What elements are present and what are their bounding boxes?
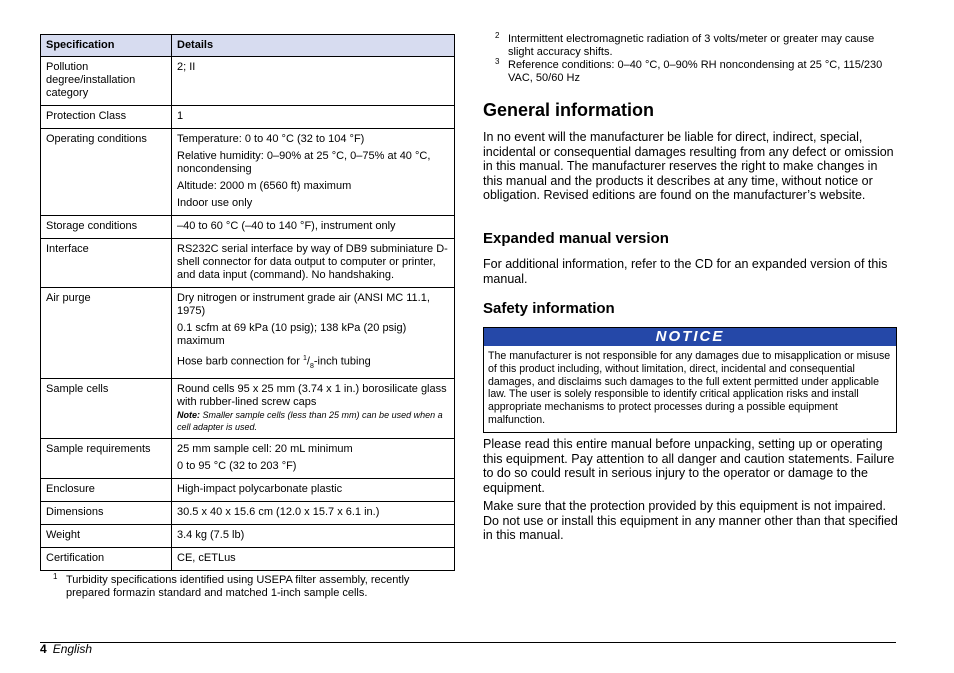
fraction-denominator: 8 (309, 362, 314, 370)
details-cell (172, 239, 455, 288)
notice-title: NOTICE (484, 328, 896, 346)
footer-language: English (52, 642, 93, 656)
details-cell (172, 524, 455, 547)
column-header-specification: Specification (41, 35, 172, 57)
note-text: Smaller sample cells (less than 25 mm) can be used when a cell adapter is used. (177, 409, 443, 432)
spec-cell: Sample requirements (41, 438, 172, 478)
hose-text-pre: Hose barb connection for (177, 355, 303, 368)
details-cell (172, 57, 455, 106)
general-information-heading: General information (483, 100, 655, 120)
detail-line: High-impact polycarbonate plastic (177, 482, 343, 495)
details-cell (172, 478, 455, 501)
footer-divider (40, 642, 896, 643)
spec-cell: Dimensions (41, 501, 172, 524)
details-cell (172, 216, 455, 239)
column-header-details: Details (172, 35, 455, 57)
detail-line: Temperature: 0 to 40 °C (32 to 104 °F) (177, 133, 365, 145)
safety-paragraph-1: Please read this entire manual before unpacking, setting up or operating this equipment. Pay attention to all danger and caution statements. Failure to do so could result in serious injury to the operator or damage to the equipment. (483, 437, 895, 495)
notice-box (483, 327, 897, 433)
hose-text-post: -inch tubing (313, 355, 371, 368)
detail-line: 1 (177, 110, 184, 122)
spec-cell: Pollution degree/installation category (41, 57, 172, 106)
detail-line: 2; II (177, 61, 196, 73)
footnote-text: Reference conditions: 0–40 °C, 0–90% RH noncondensing at 25 °C, 115/230 VAC, 50/60 Hz (508, 59, 883, 84)
details-cell (172, 129, 455, 216)
table-row (41, 478, 455, 501)
details-cell (172, 106, 455, 129)
spec-cell: Certification (41, 547, 172, 570)
spec-cell: Weight (41, 524, 172, 547)
detail-line: –40 to 60 °C (–40 to 140 °F), instrument only (177, 220, 396, 232)
detail-line: 0 to 95 °C (32 to 203 °F) (177, 459, 297, 472)
detail-line: 30.5 x 40 x 15.6 cm (12.0 x 15.7 x 6.1 in.) (177, 505, 380, 518)
table-row (41, 288, 455, 379)
notice-text: The manufacturer is not responsible for any damages due to misapplication or misuse of this product including, without limitation, direct, incidental and consequential damages, and disclaims such damages to the full extent permitted under applicable law. The user is solely responsible to identify critical application risks and install appropriate mechanisms to protect processes during a possible equipment malfunction. (488, 350, 891, 426)
note-label: Note: (177, 409, 200, 420)
general-information-text: In no event will the manufacturer be liable for direct, indirect, special, incidental or consequential damages resulting from any defect or omission in this manual. The manufacturer reserves the right to make changes in this manual and the products it describes at any time, without notice or obligation. Revised editions are found on the manufacturer’s website. (483, 130, 894, 203)
table-row (41, 524, 455, 547)
details-cell (172, 378, 455, 438)
safety-information-heading: Safety information (483, 300, 615, 317)
details-cell (172, 501, 455, 524)
spec-cell: Air purge (41, 288, 172, 379)
footnote-text: Intermittent electromagnetic radiation of 3 volts/meter or greater may cause slight accuracy shifts. (508, 33, 875, 58)
safety-paragraph-2: Make sure that the protection provided by this equipment is not impaired. Do not use or install this equipment in any manner other than that specified in this manual. (483, 499, 898, 543)
page-number: 4 (40, 642, 47, 656)
detail-line: CE, cETLus (177, 551, 236, 564)
fraction-numerator: 1 (302, 355, 307, 362)
specifications-table (40, 34, 455, 571)
details-cell (172, 438, 455, 478)
detail-line: Relative humidity: 0–90% at 25 °C, 0–75% at 40 °C, noncondensing (177, 150, 431, 175)
detail-line: Dry nitrogen or instrument grade air (ANSI MC 11.1, 1975) (177, 292, 430, 317)
detail-line: Indoor use only (177, 197, 253, 209)
detail-line: 0.1 scfm at 69 kPa (10 psig); 138 kPa (20 psig) maximum (177, 322, 407, 347)
expanded-manual-heading: Expanded manual version (483, 230, 669, 247)
page-footer (40, 642, 92, 657)
table-row (41, 129, 455, 216)
table-row (41, 378, 455, 438)
detail-line: RS232C serial interface by way of DB9 subminiature D-shell connector for data output to computer or printer, and data input (command). No handshaking. (177, 243, 448, 281)
sample-cells-note (177, 409, 449, 433)
table-row (41, 501, 455, 524)
detail-line: Round cells 95 x 25 mm (3.74 x 1 in.) borosilicate glass with rubber-lined screw caps (177, 382, 447, 408)
table-row (41, 106, 455, 129)
footnote-mark: 3 (495, 57, 500, 66)
table-row (41, 216, 455, 239)
table-row (41, 239, 455, 288)
spec-cell: Enclosure (41, 478, 172, 501)
expanded-manual-text: For additional information, refer to the CD for an expanded version of this manual. (483, 257, 888, 286)
details-cell (172, 547, 455, 570)
table-row (41, 547, 455, 570)
spec-cell: Operating conditions (41, 129, 172, 216)
table-row (41, 57, 455, 106)
details-cell (172, 288, 455, 379)
spec-cell: Interface (41, 239, 172, 288)
footnote-mark: 2 (495, 31, 500, 40)
footnote-text: Turbidity specifications identified using USEPA filter assembly, recently prepared formazin standard and matched 1-inch sample cells. (66, 574, 410, 599)
footnote-2 (495, 33, 895, 59)
spec-cell: Sample cells (41, 378, 172, 438)
footnote-1 (53, 574, 453, 600)
footnote-3 (495, 59, 895, 85)
detail-line: 3.4 kg (7.5 lb) (177, 528, 245, 541)
spec-cell: Storage conditions (41, 216, 172, 239)
footnote-mark: 1 (53, 572, 58, 581)
detail-line: Altitude: 2000 m (6560 ft) maximum (177, 180, 352, 192)
table-header-row (41, 35, 455, 57)
spec-cell: Protection Class (41, 106, 172, 129)
detail-line: 25 mm sample cell: 20 mL minimum (177, 442, 353, 455)
table-row (41, 438, 455, 478)
hose-connection-line: Hose barb connection for $^1/_8$-inch tubing (177, 355, 371, 370)
